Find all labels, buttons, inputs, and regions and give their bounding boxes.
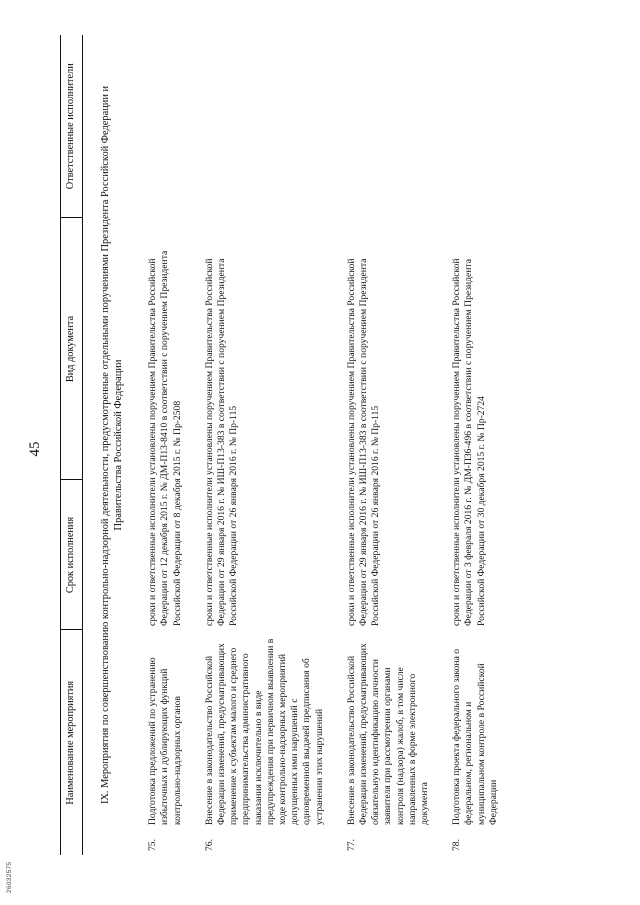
cell-term: сроки и ответственные исполнители установлены поручением Правительства Российской Федерации от 12 декабря 2015 г. № ДМ-П13-8410 в соответствии с поручением Президента Российской Федерации от 8 декабря 2015 г. № Пр-2508 [147,250,183,626]
cell-executors [141,35,198,218]
table-row [445,35,514,855]
section-title: IX. Мероприятия по совершенствованию контрольно-надзорной деятельности, предусмотренные отдельными поручениями Президента Российской Федерации и Правительства Российской Федерации [100,85,125,805]
table-row [198,35,340,855]
cell-executors [198,35,340,218]
measure-name: Внесение в законодательство Российской Федерации изменений, предусматривающих применение к субъектам малого и среднего предпринимательства административного наказания исключительно в виде предупреждения при первичном выявлении в ходе контрольно-надзорных мероприятий допущенных ими нарушений с одновременной выдачей предписания об устранении этих нарушений [203,638,325,825]
row-number: 78. [451,839,463,851]
cell-executors [445,35,514,218]
measures-table [60,35,514,855]
cell-name [141,630,198,855]
header-name: Наименование мероприятия [61,630,83,855]
row-number: 75. [147,839,159,851]
row-number: 76. [203,839,215,851]
header-term: Срок исполнения [61,480,83,630]
table-row [141,35,198,855]
cell-term: сроки и ответственные исполнители установлены поручением Правительства Российской Федерации от 29 января 2016 г. № ИШ-П13-383 в соответствии с поручением Президента Российской Федерации от 26 января 2016 г. № Пр-115 [203,258,240,626]
section-row [83,35,142,855]
cell-name [445,630,514,855]
cell-term: сроки и ответственные исполнители установлены поручением Правительства Российской Федерации от 29 января 2016 г. № ИШ-П13-383 в соответствии с поручением Президента Российской Федерации от 26 января 2016 г. № Пр-115 [345,258,382,626]
row-number: 77. [345,839,357,851]
header-doc-type: Вид документа [61,218,83,480]
cell-name [340,630,445,855]
rotated-table-container [60,35,610,855]
cell-term: сроки и ответственные исполнители установлены поручением Правительства Российской Федерации от 3 февраля 2016 г. № ДМ-П36-496 в соответствии с поручением Президента Российской Федерации от 30 декабря 2015 г. № Пр-2724 [451,258,487,626]
cell-name [198,630,340,855]
header-executors: Ответственные исполнители [61,35,83,218]
measure-name: Подготовка проекта федерального закона о федеральном, региональном и муниципальном контроле в Российской Федерации [451,648,499,825]
page-number: 45 [27,441,43,457]
document-stamp: 26032575 [6,861,13,893]
measure-name: Подготовка предложений по устранению избыточных и дублирующих функций контрольно-надзорных органов [147,657,183,825]
table-header [61,35,83,855]
measure-name: Внесение в законодательство Российской Федерации изменений, предусматривающих обязательную идентификацию личности заявителя при рассмотрении органами контроля (надзора) жалоб, в том числе направленных в форме электронного документа [345,643,431,825]
cell-executors [340,35,445,218]
table-row [340,35,445,855]
